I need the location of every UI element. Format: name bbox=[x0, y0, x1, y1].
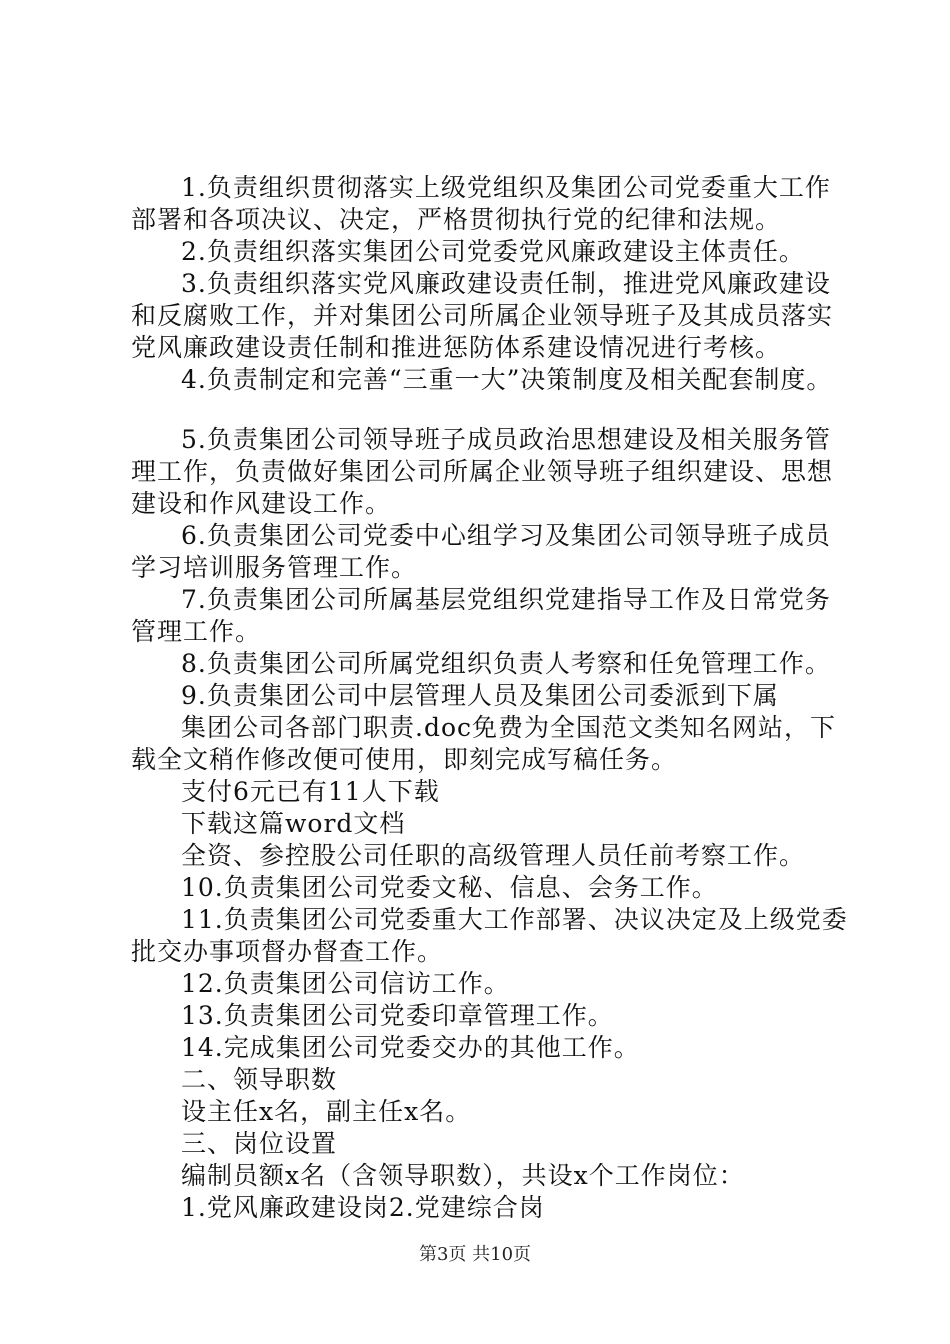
section-heading-leadership: 二、领导职数 bbox=[181, 1065, 338, 1094]
paragraph-duty-3: 3.负责组织落实党风廉政建设责任制，推进党风廉政建设和反腐败工作，并对集团公司所属企业领导班子及其成员落实党风廉政建设责任制和推进惩防体系建设情况进行考核。 bbox=[131, 269, 834, 362]
paragraph-duty-7: 7.负责集团公司所属基层党组织党建指导工作及日常党务管理工作。 bbox=[131, 585, 831, 646]
download-promo-text: 集团公司各部门职责.doc免费为全国范文类知名网站，下载全文稍作修改便可使用，即刻完成写稿任务。 bbox=[131, 713, 837, 774]
paragraph-duty-14: 14.完成集团公司党委交办的其他工作。 bbox=[181, 1033, 640, 1062]
paragraph-duty-1: 1.负责组织贯彻落实上级党组织及集团公司党委重大工作部署和各项决议、决定，严格贯彻执行党的纪律和法规。 bbox=[131, 173, 831, 234]
paragraph-staffing: 编制员额x名（含领导职数），共设x个工作岗位： bbox=[181, 1161, 745, 1190]
paragraph-leadership-count: 设主任x名，副主任x名。 bbox=[181, 1097, 472, 1126]
paragraph-position-list: 1.党风廉政建设岗2.党建综合岗 bbox=[181, 1193, 545, 1222]
paragraph-duty-8: 8.负责集团公司所属党组织负责人考察和任免管理工作。 bbox=[181, 649, 831, 678]
download-count-text: 支付6元已有11人下载 bbox=[181, 777, 440, 806]
paragraph-duty-5: 5.负责集团公司领导班子成员政治思想建设及相关服务管理工作，负责做好集团公司所属企业领导班子组织建设、思想建设和作风建设工作。 bbox=[131, 425, 834, 518]
paragraph-duty-11: 11.负责集团公司党委重大工作部署、决议决定及上级党委批交办事项督办督查工作。 bbox=[131, 905, 848, 966]
paragraph-duty-13: 13.负责集团公司党委印章管理工作。 bbox=[181, 1001, 614, 1030]
section-heading-positions: 三、岗位设置 bbox=[181, 1129, 338, 1158]
download-word-link[interactable]: 下载这篇word文档 bbox=[181, 809, 406, 838]
paragraph-duty-12: 12.负责集团公司信访工作。 bbox=[181, 969, 510, 998]
paragraph-duty-10: 10.负责集团公司党委文秘、信息、会务工作。 bbox=[181, 873, 718, 902]
paragraph-duty-9: 9.负责集团公司中层管理人员及集团公司委派到下属 bbox=[181, 681, 779, 710]
paragraph-duty-2: 2.负责组织落实集团公司党委党风廉政建设主体责任。 bbox=[181, 237, 805, 266]
paragraph-duty-9-continued: 全资、参控股公司任职的高级管理人员任前考察工作。 bbox=[181, 841, 806, 870]
document-body bbox=[131, 172, 851, 1224]
paragraph-duty-6: 6.负责集团公司党委中心组学习及集团公司领导班子成员学习培训服务管理工作。 bbox=[131, 521, 831, 582]
paragraph-duty-4: 4.负责制定和完善“三重一大”决策制度及相关配套制度。 bbox=[181, 365, 833, 394]
page-indicator: 第3页 共10页 bbox=[418, 1244, 532, 1265]
